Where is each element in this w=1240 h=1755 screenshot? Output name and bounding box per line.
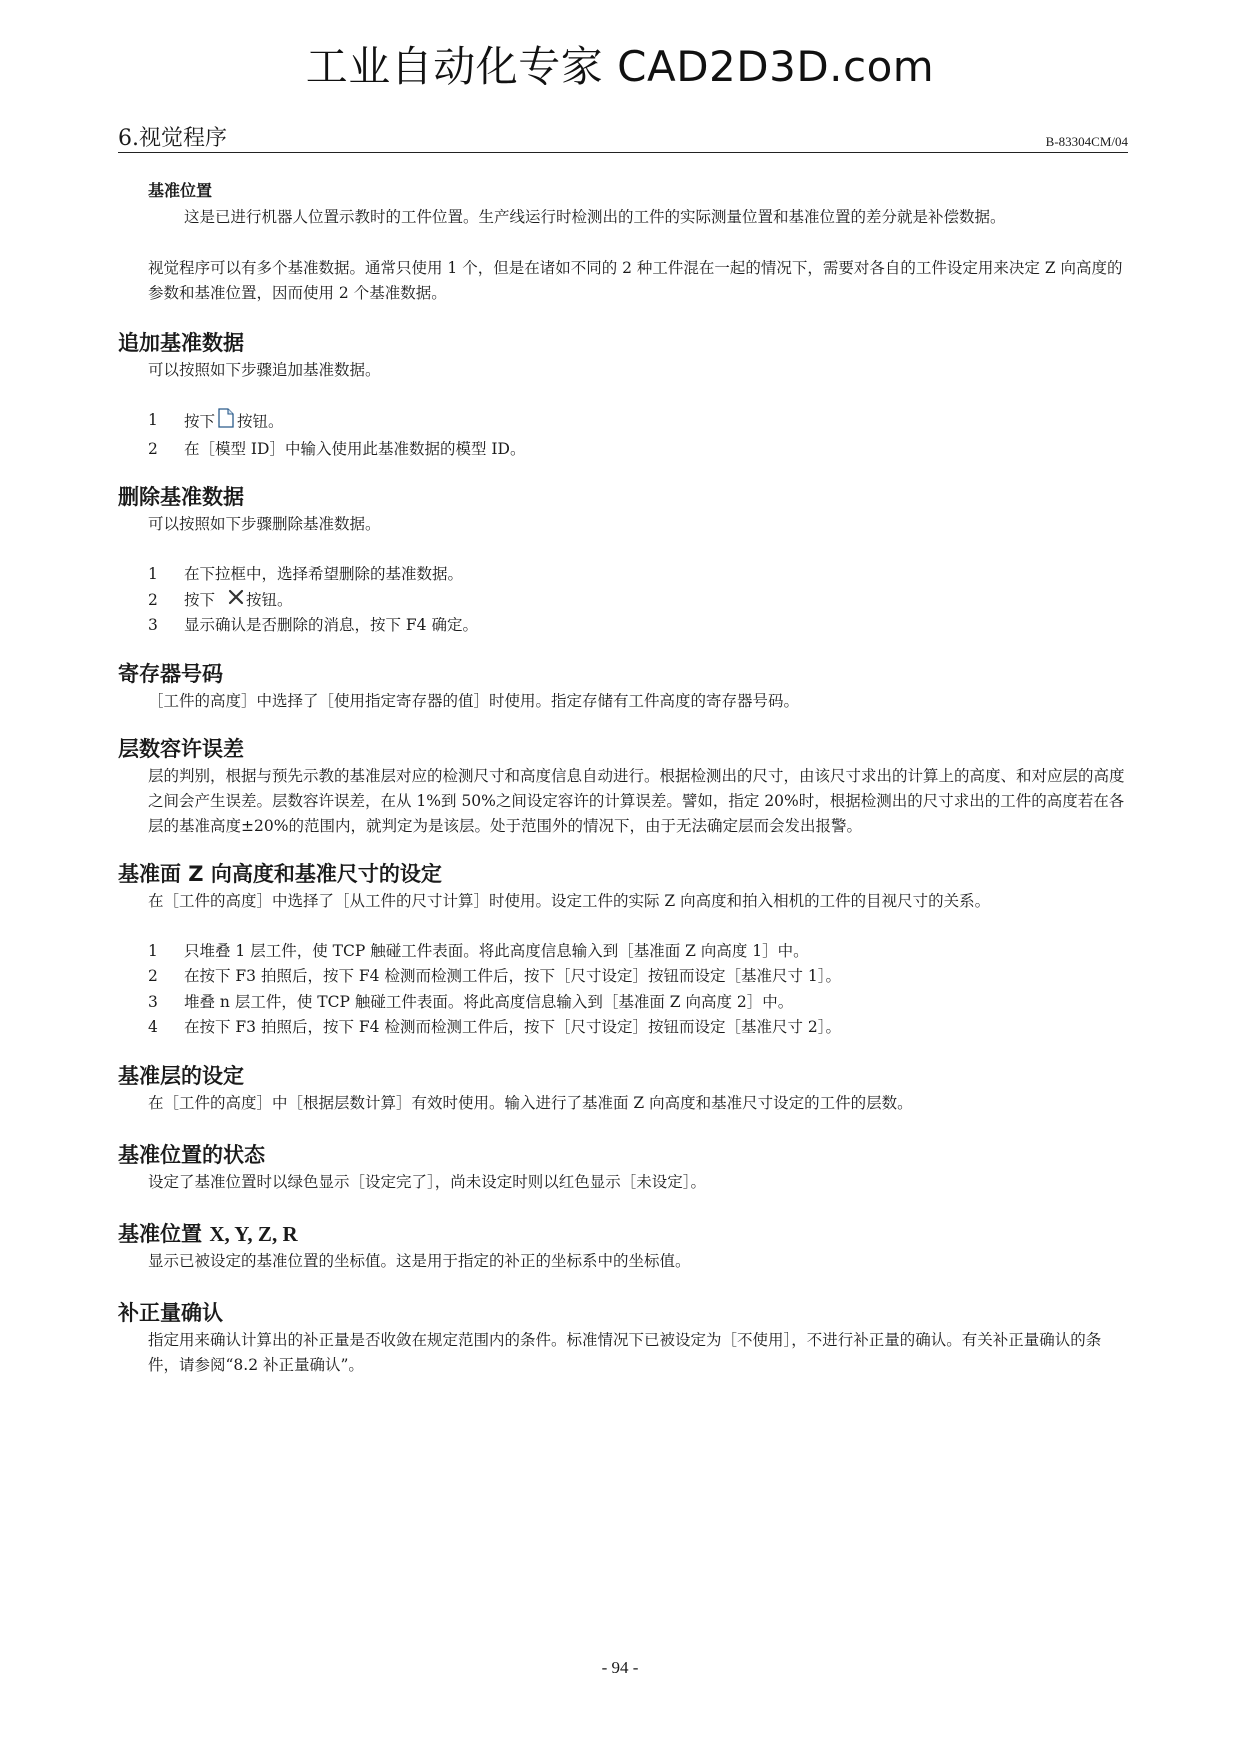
- list-item: 1 按下 按钮。: [148, 408, 1128, 437]
- list-item: 3 显示确认是否删除的消息，按下 F4 确定。: [148, 616, 478, 635]
- section-heading-offset-check: 补正量确认: [118, 1300, 223, 1325]
- section-heading-reference-layer: 基准层的设定: [118, 1063, 244, 1088]
- intro-paragraph: 视觉程序可以有多个基准数据。通常只使用 1 个，但是在诸如不同的 2 种工件混在一起的情况下，需要对各自的工件设定用来决定 Z 向高度的参数和基准位置，因而使用 2 个基准数据。: [148, 259, 1123, 302]
- z-height-steps-list: [148, 939, 1128, 1041]
- document-code: B-83304CM/04: [1045, 134, 1128, 149]
- list-item: 4 在按下 F3 拍照后，按下 F4 检测而检测工件后，按下［尺寸设定］按钮而设定［基准尺寸 2］。: [148, 1018, 841, 1037]
- section-heading-add-reference: 追加基准数据: [118, 331, 244, 355]
- section-register-paragraph: ［工件的高度］中选择了［使用指定寄存器的值］时使用。指定存储有工件高度的寄存器号码。: [148, 691, 800, 710]
- section-heading-delete-reference: 删除基准数据: [118, 485, 244, 509]
- section-z-height-paragraph: 在［工件的高度］中选择了［从工件的尺寸计算］时使用。设定工件的实际 Z 向高度和拍入相机的工件的目视尺寸的关系。: [148, 891, 991, 910]
- page-header: [118, 124, 1128, 153]
- section-reference-layer-paragraph: 在［工件的高度］中［根据层数计算］有效时使用。输入进行了基准面 Z 向高度和基准尺寸设定的工件的层数。: [148, 1093, 913, 1112]
- section-reference-status-paragraph: 设定了基准位置时以绿色显示［设定完了］，尚未设定时则以红色显示［未设定］。: [148, 1172, 707, 1191]
- page-number: - 94 -: [601, 1658, 639, 1677]
- list-item: 1 在下拉框中，选择希望删除的基准数据。: [148, 565, 464, 583]
- list-item: 1 只堆叠 1 层工件，使 TCP 触碰工件表面。将此高度信息输入到［基准面 Z 向高度 1］中。: [148, 941, 809, 960]
- section-heading-reference-status: 基准位置的状态: [118, 1142, 265, 1167]
- delete-x-icon: [228, 588, 244, 614]
- section-heading-layer-tolerance: 层数容许误差: [118, 736, 244, 761]
- chapter-title: 6.视觉程序: [118, 126, 227, 151]
- new-document-icon: [217, 408, 235, 437]
- section-heading-reference-xyzr: 基准位置 X, Y, Z, R: [118, 1221, 298, 1246]
- section-heading-register-number: 寄存器号码: [118, 661, 223, 686]
- list-item: 2 按下 按钮。: [148, 588, 1128, 614]
- section-layer-tolerance-paragraph: 层的判别，根据与预先示教的基准层对应的检测尺寸和高度信息自动进行。根据检测出的尺寸，由该尺寸求出的计算上的高度、和对应层的高度之间会产生误差。层数容许误差，在从 1%到 50%之间设定容许的计算误差。譬如，指定 20%时，根据检测出的尺寸求出的工件的高度若在各层的基准高度±20%的范围内，就判定为是该层。处于范围外的情况下，由于无法确定层而会发出报警。: [148, 766, 1125, 835]
- add-steps-list: [148, 408, 1128, 462]
- delete-steps-list: [148, 562, 1128, 639]
- term-reference-position: 基准位置: [148, 181, 213, 200]
- list-item: 2 在［模型 ID］中输入使用此基准数据的模型 ID。: [148, 439, 526, 458]
- section-add-paragraph: 可以按照如下步骤追加基准数据。: [148, 361, 381, 379]
- section-heading-z-height-setting: 基准面 Z 向高度和基准尺寸的设定: [118, 861, 442, 886]
- section-reference-xyzr-paragraph: 显示已被设定的基准位置的坐标值。这是用于指定的补正的坐标系中的坐标值。: [148, 1251, 691, 1270]
- section-offset-check-paragraph: 指定用来确认计算出的补正量是否收敛在规定范围内的条件。标准情况下已被设定为［不使用］，不进行补正量的确认。有关补正量确认的条件，请参阅“8.2 补正量确认”。: [148, 1330, 1102, 1374]
- list-item: 2 在按下 F3 拍照后，按下 F4 检测而检测工件后，按下［尺寸设定］按钮而设定［基准尺寸 1］。: [148, 967, 841, 986]
- term-reference-position-desc: 这是已进行机器人位置示教时的工件位置。生产线运行时检测出的工件的实际测量位置和基准位置的差分就是补偿数据。: [184, 208, 1006, 226]
- section-delete-paragraph: 可以按照如下步骤删除基准数据。: [148, 515, 381, 533]
- page-content: [118, 178, 1128, 1378]
- watermark-title: 工业自动化专家 CAD2D3D.com: [305, 42, 935, 91]
- list-item: 3 堆叠 n 层工件，使 TCP 触碰工件表面。将此高度信息输入到［基准面 Z 向高度 2］中。: [148, 992, 794, 1011]
